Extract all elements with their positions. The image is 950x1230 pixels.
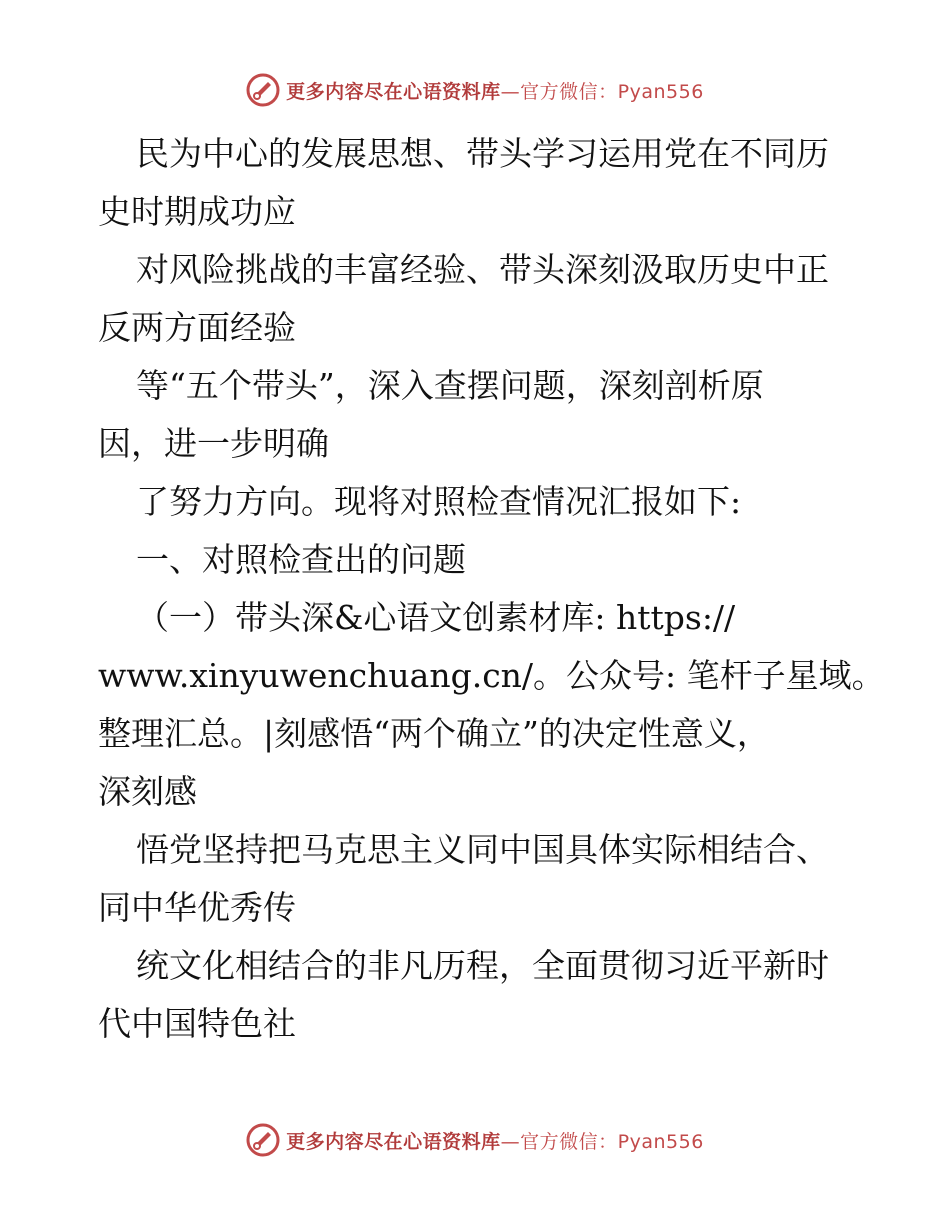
header-banner-text <box>286 77 704 104</box>
header-site-text: 更多内容尽在心语资料库 <box>286 80 501 103</box>
paragraph-4 <box>98 473 858 531</box>
header-dash: — <box>500 80 521 103</box>
body-line: 对风险挑战的丰富经验、带头深刻汲取历史中正 <box>136 250 829 289</box>
paragraph-6 <box>98 821 858 937</box>
body-line: 因，进一步明确 <box>98 424 329 463</box>
header-banner <box>0 70 950 110</box>
footer-site-text: 更多内容尽在心语资料库 <box>286 1130 501 1153</box>
body-line: 等“五个带头”，深入查摆问题，深刻剖析原 <box>136 366 764 405</box>
paragraph-3 <box>98 357 858 473</box>
footer-dash: — <box>500 1130 521 1153</box>
xinyu-logo-icon <box>246 73 280 107</box>
body-line: 深刻感 <box>98 772 197 811</box>
body-line: 了努力方向。现将对照检查情况汇报如下: <box>136 482 742 521</box>
body-line: 一、对照检查出的问题 <box>136 540 466 579</box>
paragraph-1 <box>98 125 858 241</box>
footer-banner <box>0 1120 950 1160</box>
body-line: 整理汇总。|刻感悟“两个确立”的决定性意义， <box>98 714 770 753</box>
body-line: 反两方面经验 <box>98 308 296 347</box>
section-heading <box>98 531 858 589</box>
body-line: 民为中心的发展思想、带头学习运用党在不同历 <box>136 134 829 173</box>
paragraph-5 <box>98 589 885 821</box>
body-line: www.xinyuwenchuang.cn/。公众号: 笔杆子星域。 <box>98 656 885 695</box>
body-line: 悟党坚持把马克思主义同中国具体实际相结合、 <box>136 830 829 869</box>
header-contact-text: 官方微信：Pyan556 <box>520 80 704 103</box>
body-line: （一）带头深&心语文创素材库: https:// <box>136 598 736 637</box>
paragraph-2 <box>98 241 858 357</box>
footer-contact-text: 官方微信：Pyan556 <box>520 1130 704 1153</box>
footer-banner-text <box>286 1127 704 1154</box>
body-line: 史时期成功应 <box>98 192 296 231</box>
body-line: 统文化相结合的非凡历程，全面贯彻习近平新时 <box>136 946 829 985</box>
xinyu-logo-icon <box>246 1123 280 1157</box>
document-body <box>98 125 885 1053</box>
paragraph-7 <box>98 937 858 1053</box>
body-line: 代中国特色社 <box>98 1004 296 1043</box>
body-line: 同中华优秀传 <box>98 888 296 927</box>
